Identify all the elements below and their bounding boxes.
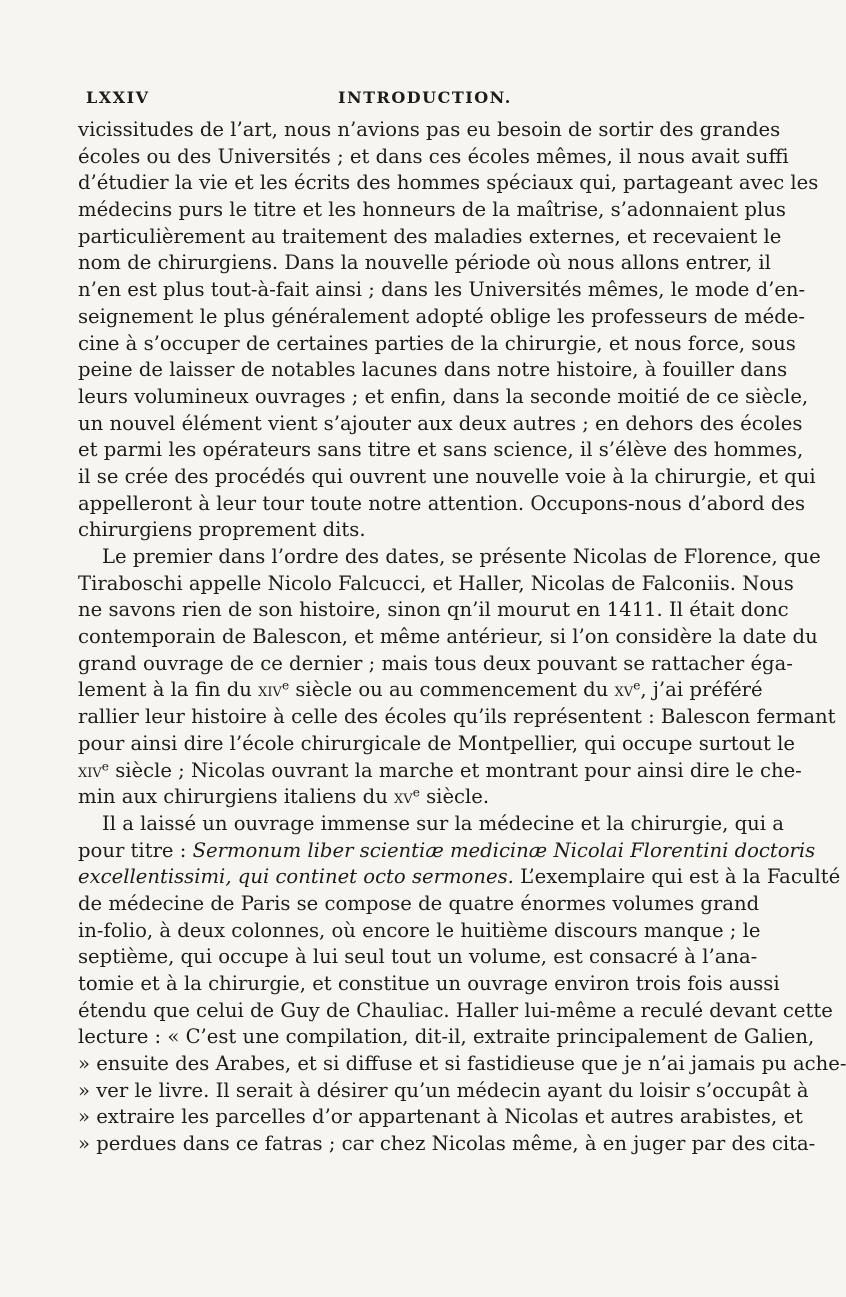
book-title-italic: excellentissimi, qui continet octo sermones.: [78, 865, 514, 889]
line-segment: lement à la fin du: [78, 678, 252, 702]
quote-line: » extraire les parcelles d’or appartenant à Nicolas et autres arabistes, et: [78, 1105, 803, 1129]
text-line: appelleront à leur tour toute notre attention. Occupons-nous d’abord des: [78, 491, 806, 515]
text-line: cine à s’occuper de certaines parties de la chirurgie, et nous force, sous: [78, 331, 796, 355]
text-line: ne savons rien de son histoire, sinon qn’il mourut en 1411. Il était donc: [78, 598, 789, 622]
text-line: contemporain de Balescon, et même antérieur, si l’on considère la date du: [78, 625, 818, 649]
text-line: peine de laisser de notables lacunes dans notre histoire, à fouiller dans: [78, 358, 788, 382]
century-superscript: e: [281, 678, 290, 693]
text-line: [78, 864, 841, 891]
quote-line: » ensuite des Arabes, et si diffuse et si fastidieuse que je n’ai jamais pu ache-: [78, 1052, 846, 1076]
text-line: de médecine de Paris se compose de quatre énormes volumes grand: [78, 891, 760, 915]
text-line: médecins purs le titre et les honneurs de la maîtrise, s’adonnaient plus: [78, 198, 786, 222]
text-line: [78, 784, 726, 811]
text-line: [78, 838, 816, 865]
running-header: [86, 88, 726, 110]
text-line: vicissitudes de l’art, nous n’avions pas eu besoin de sortir des grandes: [78, 118, 781, 141]
text-line: nom de chirurgiens. Dans la nouvelle période où nous allons entrer, il: [78, 251, 771, 275]
century-numeral: xv: [394, 787, 413, 809]
line-segment: siècle ou au commencement du: [295, 678, 609, 702]
text-line: septième, qui occupe à lui seul tout un volume, est consacré à l’ana-: [78, 945, 758, 969]
text-line: seignement le plus généralement adopté oblige les professeurs de méde-: [78, 304, 806, 328]
text-line: particulièrement au traitement des maladies externes, et recevaient le: [78, 224, 782, 248]
text-line: [78, 677, 763, 704]
line-segment: min aux chirurgiens italiens du: [78, 785, 388, 809]
text-line: et parmi les opérateurs sans titre et sans science, il s’élève des hommes,: [78, 438, 804, 462]
text-line: d’étudier la vie et les écrits des hommes spéciaux qui, partageant avec les: [78, 171, 819, 195]
running-title: INTRODUCTION.: [338, 88, 512, 107]
text-line: Tiraboschi appelle Nicolo Falcucci, et Haller, Nicolas de Falconiis. Nous: [78, 571, 794, 595]
text-line: il se crée des procédés qui ouvrent une nouvelle voie à la chirurgie, et qui: [78, 464, 816, 488]
quote-line: » perdues dans ce fatras ; car chez Nicolas même, à en juger par des cita-: [78, 1132, 816, 1156]
text-line: Il a laissé un ouvrage immense sur la médecine et la chirurgie, qui a: [102, 811, 784, 835]
text-line: grand ouvrage de ce dernier ; mais tous deux pouvant se rattacher éga-: [78, 651, 793, 675]
text-line: étendu que celui de Guy de Chauliac. Haller lui-même a reculé devant cette: [78, 998, 833, 1022]
century-superscript: e: [633, 678, 641, 693]
text-line: chirurgiens proprement dits.: [78, 518, 366, 542]
text-line: un nouvel élément vient s’ajouter aux deux autres ; en dehors des écoles: [78, 411, 803, 435]
quote-line: » ver le livre. Il serait à désirer qu’un médecin ayant du loisir s’occupât à: [78, 1078, 809, 1102]
century-numeral: xv: [614, 680, 634, 702]
text-line: écoles ou des Universités ; et dans ces écoles mêmes, il nous avait suffi: [78, 144, 789, 168]
text-line: lecture : « C’est une compilation, dit-il, extraite principalement de Galien,: [78, 1025, 815, 1049]
line-segment: L’exemplaire qui est à la Faculté: [520, 865, 841, 889]
line-segment: siècle ; Nicolas ouvrant la marche et montrant pour ainsi dire le che-: [115, 758, 802, 782]
page-folio: LXXIV: [86, 88, 150, 107]
century-superscript: e: [101, 758, 109, 773]
line-segment: pour titre :: [78, 838, 187, 862]
century-superscript: e: [412, 785, 420, 800]
line-segment: siècle.: [426, 785, 490, 809]
century-numeral: xiv: [78, 760, 102, 782]
text-line: rallier leur histoire à celle des écoles qu’ils représentent : Balescon fermant: [78, 705, 836, 729]
book-title-italic: Sermonum liber scientiæ medicinæ Nicolai Florentini doctoris: [192, 838, 816, 862]
text-line: n’en est plus tout-à-fait ainsi ; dans les Universités mêmes, le mode d’en-: [78, 278, 806, 302]
text-line: in-folio, à deux colonnes, où encore le huitième discours manque ; le: [78, 918, 761, 942]
text-line: pour ainsi dire l’école chirurgicale de Montpellier, qui occupe surtout le: [78, 731, 795, 755]
text-line: Le premier dans l’ordre des dates, se présente Nicolas de Florence, que: [102, 545, 821, 568]
text-line: [78, 758, 802, 785]
text-line: tomie et à la chirurgie, et constitue un ouvrage environ trois fois aussi: [78, 972, 780, 995]
page-body: [78, 117, 846, 1158]
text-line: leurs volumineux ouvrages ; et enfin, dans la seconde moitié de ce siècle,: [78, 384, 809, 408]
line-segment: , j’ai préféré: [640, 678, 763, 702]
century-numeral: xiv: [258, 680, 282, 702]
